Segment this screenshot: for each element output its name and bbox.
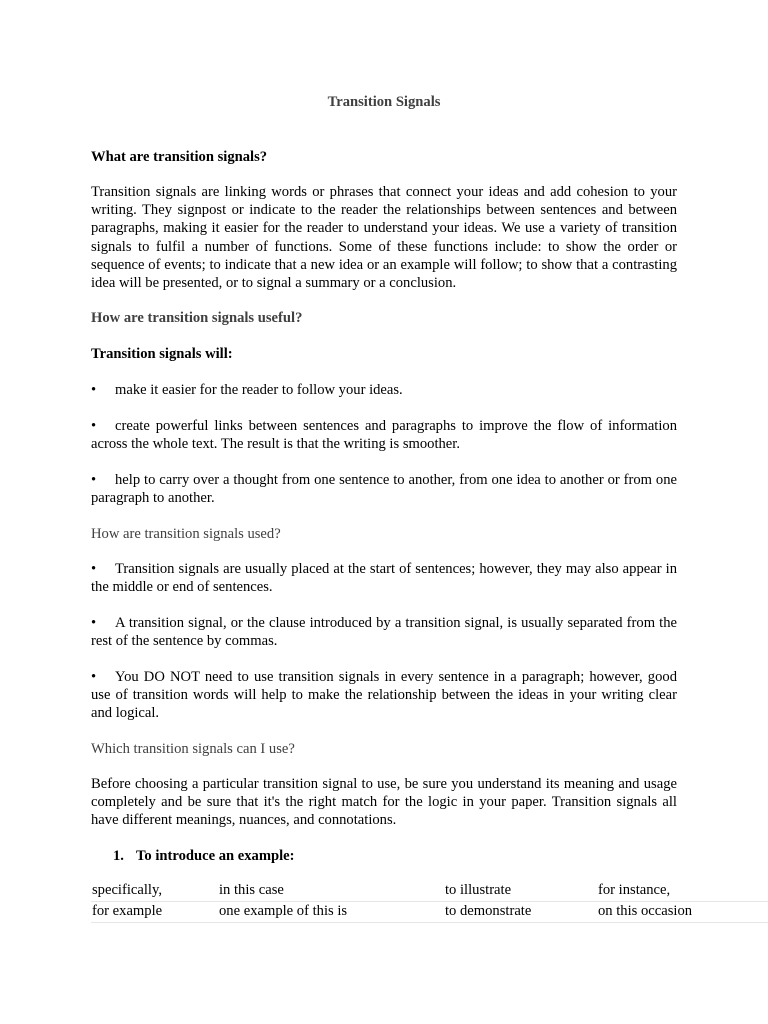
example-signals-table <box>91 881 768 923</box>
heading-how-used: How are transition signals used? <box>91 526 281 542</box>
heading-will: Transition signals will: <box>91 346 233 362</box>
table-cell: on this occasion <box>597 902 768 923</box>
table-cell: to demonstrate <box>444 902 597 923</box>
table-cell: for example <box>91 902 218 923</box>
used-bullet-3 <box>91 668 677 723</box>
used-bullet-2 <box>91 614 677 650</box>
table-cell: for instance, <box>597 881 768 902</box>
used-bullet-1 <box>91 560 677 596</box>
used-bullet-text: Transition signals are usually placed at the start of sentences; however, they may also appear in the middle or end of sentences. <box>91 561 677 596</box>
choose-paragraph: Before choosing a particular transition signal to use, be sure you understand its meaning and usage completely and be sure that it's the right match for the logic in your paper. Transition signals all have different meanings, nuances, and connotations. <box>91 776 677 829</box>
bullet-icon: • <box>91 472 97 488</box>
intro-paragraph: Transition signals are linking words or phrases that connect your ideas and add cohesion to your writing. They signpost or indicate to the reader the relationships between sentences and between paragraphs, making it easier for the reader to understand your ideas. We use a variety of transition signals to fulfil a number of functions. Some of these functions include: to show the order or sequence of events; to indicate that a new idea or an example will follow; to show that a contrasting idea will be presented, or to signal a summary or a conclusion. <box>91 184 677 292</box>
table-cell: specifically, <box>91 881 218 902</box>
numbered-item-1 <box>113 848 295 865</box>
used-bullet-text: A transition signal, or the clause introduced by a transition signal, is usually separated from the rest of the sentence by commas. <box>91 615 677 650</box>
table-cell: one example of this is <box>218 902 444 923</box>
bullet-icon: • <box>91 615 97 631</box>
table-row <box>91 902 768 923</box>
bullet-icon: • <box>91 382 97 398</box>
table-row <box>91 881 768 902</box>
useful-bullet-1 <box>91 381 677 399</box>
bullet-icon: • <box>91 561 97 577</box>
heading-what-are: What are transition signals? <box>91 149 268 165</box>
useful-bullet-text: make it easier for the reader to follow your ideas. <box>115 382 403 398</box>
useful-bullet-2 <box>91 417 677 453</box>
page-title: Transition Signals <box>327 94 441 110</box>
bullet-icon: • <box>91 418 97 434</box>
table-cell: to illustrate <box>444 881 597 902</box>
heading-which: Which transition signals can I use? <box>91 741 295 757</box>
table-cell: in this case <box>218 881 444 902</box>
heading-how-useful: How are transition signals useful? <box>91 310 303 326</box>
list-item-label: To introduce an example: <box>136 848 295 864</box>
useful-bullet-text: create powerful links between sentences and paragraphs to improve the flow of information across the whole text. The result is that the writing is smoother. <box>91 418 677 453</box>
useful-bullet-3 <box>91 471 677 507</box>
useful-bullet-text: help to carry over a thought from one sentence to another, from one idea to another or from one paragraph to another. <box>91 472 677 507</box>
list-number: 1. <box>113 848 124 864</box>
used-bullet-text: You DO NOT need to use transition signals in every sentence in a paragraph; however, good use of transition words will help to make the relationship between the ideas in your writing clear and logical. <box>91 669 677 722</box>
bullet-icon: • <box>91 669 97 685</box>
